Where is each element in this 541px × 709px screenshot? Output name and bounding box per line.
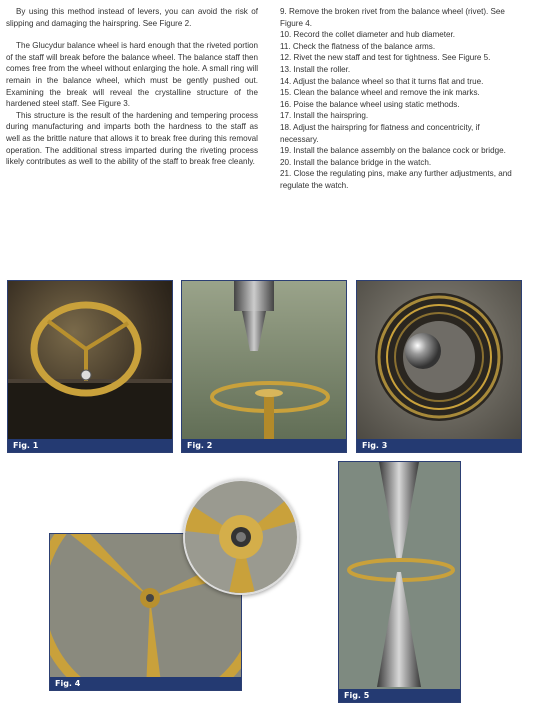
broken-staff-photo [357, 281, 521, 452]
figure-5 [338, 461, 461, 703]
step-item: 20. Install the balance bridge in the watch. [280, 157, 432, 167]
step-item: 9. Remove the broken rivet from the balance wheel (rivet). See Figure 4. [280, 7, 505, 28]
paragraph-hairspring: By using this method instead of levers, you can avoid the risk of slipping and damaging the hairspring. See Figure 2. [6, 7, 258, 28]
step-item: 16. Poise the balance wheel using static methods. [280, 99, 460, 109]
balance-wheel-photo-1 [8, 281, 172, 452]
steps-list [280, 6, 520, 192]
figure-3 [356, 280, 522, 453]
paragraph-structure: This structure is the result of the hardening and tempering process during manufacturing and imparts both the hardness to the staff as well as the brittle nature that allows it to break free during this removal operation. The additional stress imparted during the riveting process likely contributes as well to the ability of the staff to break free cleanly. [6, 110, 258, 167]
step-item: 21. Close the regulating pins, make any further adjustments, and regulate the watch. [280, 169, 512, 190]
staking-tool-photo [182, 281, 346, 452]
step-item: 18. Adjust the hairspring for flatness and concentricity, if necessary. [280, 122, 480, 144]
step-item: 13. Install the roller. [280, 64, 351, 74]
left-text-column [6, 6, 258, 168]
step-item: 12. Rivet the new staff and test for tightness. See Figure 5. [280, 53, 491, 63]
figure-5-caption: Fig. 5 [339, 689, 460, 702]
step-item: 17. Install the hairspring. [280, 111, 369, 121]
figure-4-caption: Fig. 4 [50, 677, 241, 690]
figure-2 [181, 280, 347, 453]
step-item: 14. Adjust the balance wheel so that it turns flat and true. [280, 76, 484, 86]
step-item: 15. Clean the balance wheel and remove the ink marks. [280, 88, 480, 98]
step-item: 11. Check the flatness of the balance arms. [280, 41, 436, 51]
figure-4-inset [183, 479, 299, 595]
figure-2-caption: Fig. 2 [182, 439, 346, 452]
balance-hub-closeup [185, 481, 297, 593]
step-item: 10. Record the collet diameter and hub diameter. [280, 30, 456, 40]
step-item: 19. Install the balance assembly on the balance cock or bridge. [280, 146, 506, 156]
riveting-staff-photo [339, 462, 460, 702]
figure-1-caption: Fig. 1 [8, 439, 172, 452]
figure-1 [7, 280, 173, 453]
paragraph-glucydur: The Glucydur balance wheel is hard enough that the riveted portion of the staff will break before the balance wheel. The balance staff then comes free from the wheel without enlarging the hole. A small ring will remain in the balance wheel, which must be gently pushed out. Examining the break will reveal the crystalline structure of the hardened steel staff. See Figure 3. [6, 41, 258, 109]
figure-3-caption: Fig. 3 [357, 439, 521, 452]
